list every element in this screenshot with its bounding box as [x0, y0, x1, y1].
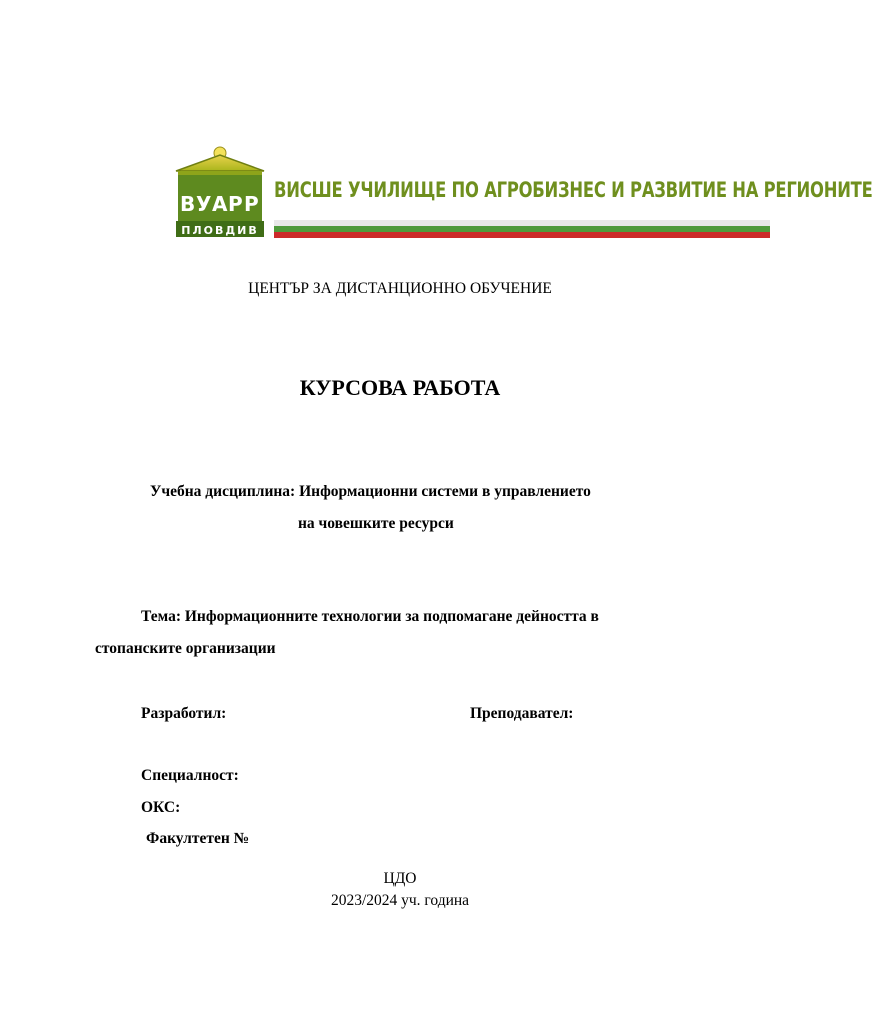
topic-line-2: стопанските организации [95, 640, 276, 657]
discipline-line-2: на човешките ресурси [298, 515, 454, 532]
logo-letter: Р [244, 192, 259, 216]
page-title: КУРСОВА РАБОТА [299, 375, 501, 400]
university-logo [172, 145, 268, 239]
flag-red-stripe [274, 232, 770, 238]
logo-letter: А [212, 192, 228, 216]
developed-by-label: Разработил: [141, 705, 227, 722]
academic-year: 2023/2024 уч. година [330, 892, 470, 909]
bulb-building-logo-icon [172, 145, 268, 239]
cdo-label: ЦДО [383, 870, 417, 887]
oks-label: ОКС: [141, 799, 181, 816]
topic-line-1: Тема: Информационните технологии за подпомагане дейността в [141, 608, 599, 625]
tricolor-stripe [274, 220, 770, 238]
university-name: ВИСШЕ УЧИЛИЩЕ ПО АГРОБИЗНЕС И РАЗВИТИЕ НА РЕГИОНИТЕ [274, 178, 873, 202]
logo-letter: У [196, 192, 212, 216]
discipline-line-1: Учебна дисциплина: Информационни системи в управлението [150, 483, 591, 500]
logo-city: ПЛОВДИВ [181, 224, 259, 237]
center-title: ЦЕНТЪР ЗА ДИСТАНЦИОННО ОБУЧЕНИЕ [248, 280, 552, 297]
specialty-label: Специалност: [141, 767, 239, 784]
teacher-label: Преподавател: [470, 705, 574, 722]
logo-letter: Р [228, 192, 243, 216]
faculty-number-label: Факултетен № [146, 830, 250, 847]
logo-letter: В [180, 192, 196, 216]
